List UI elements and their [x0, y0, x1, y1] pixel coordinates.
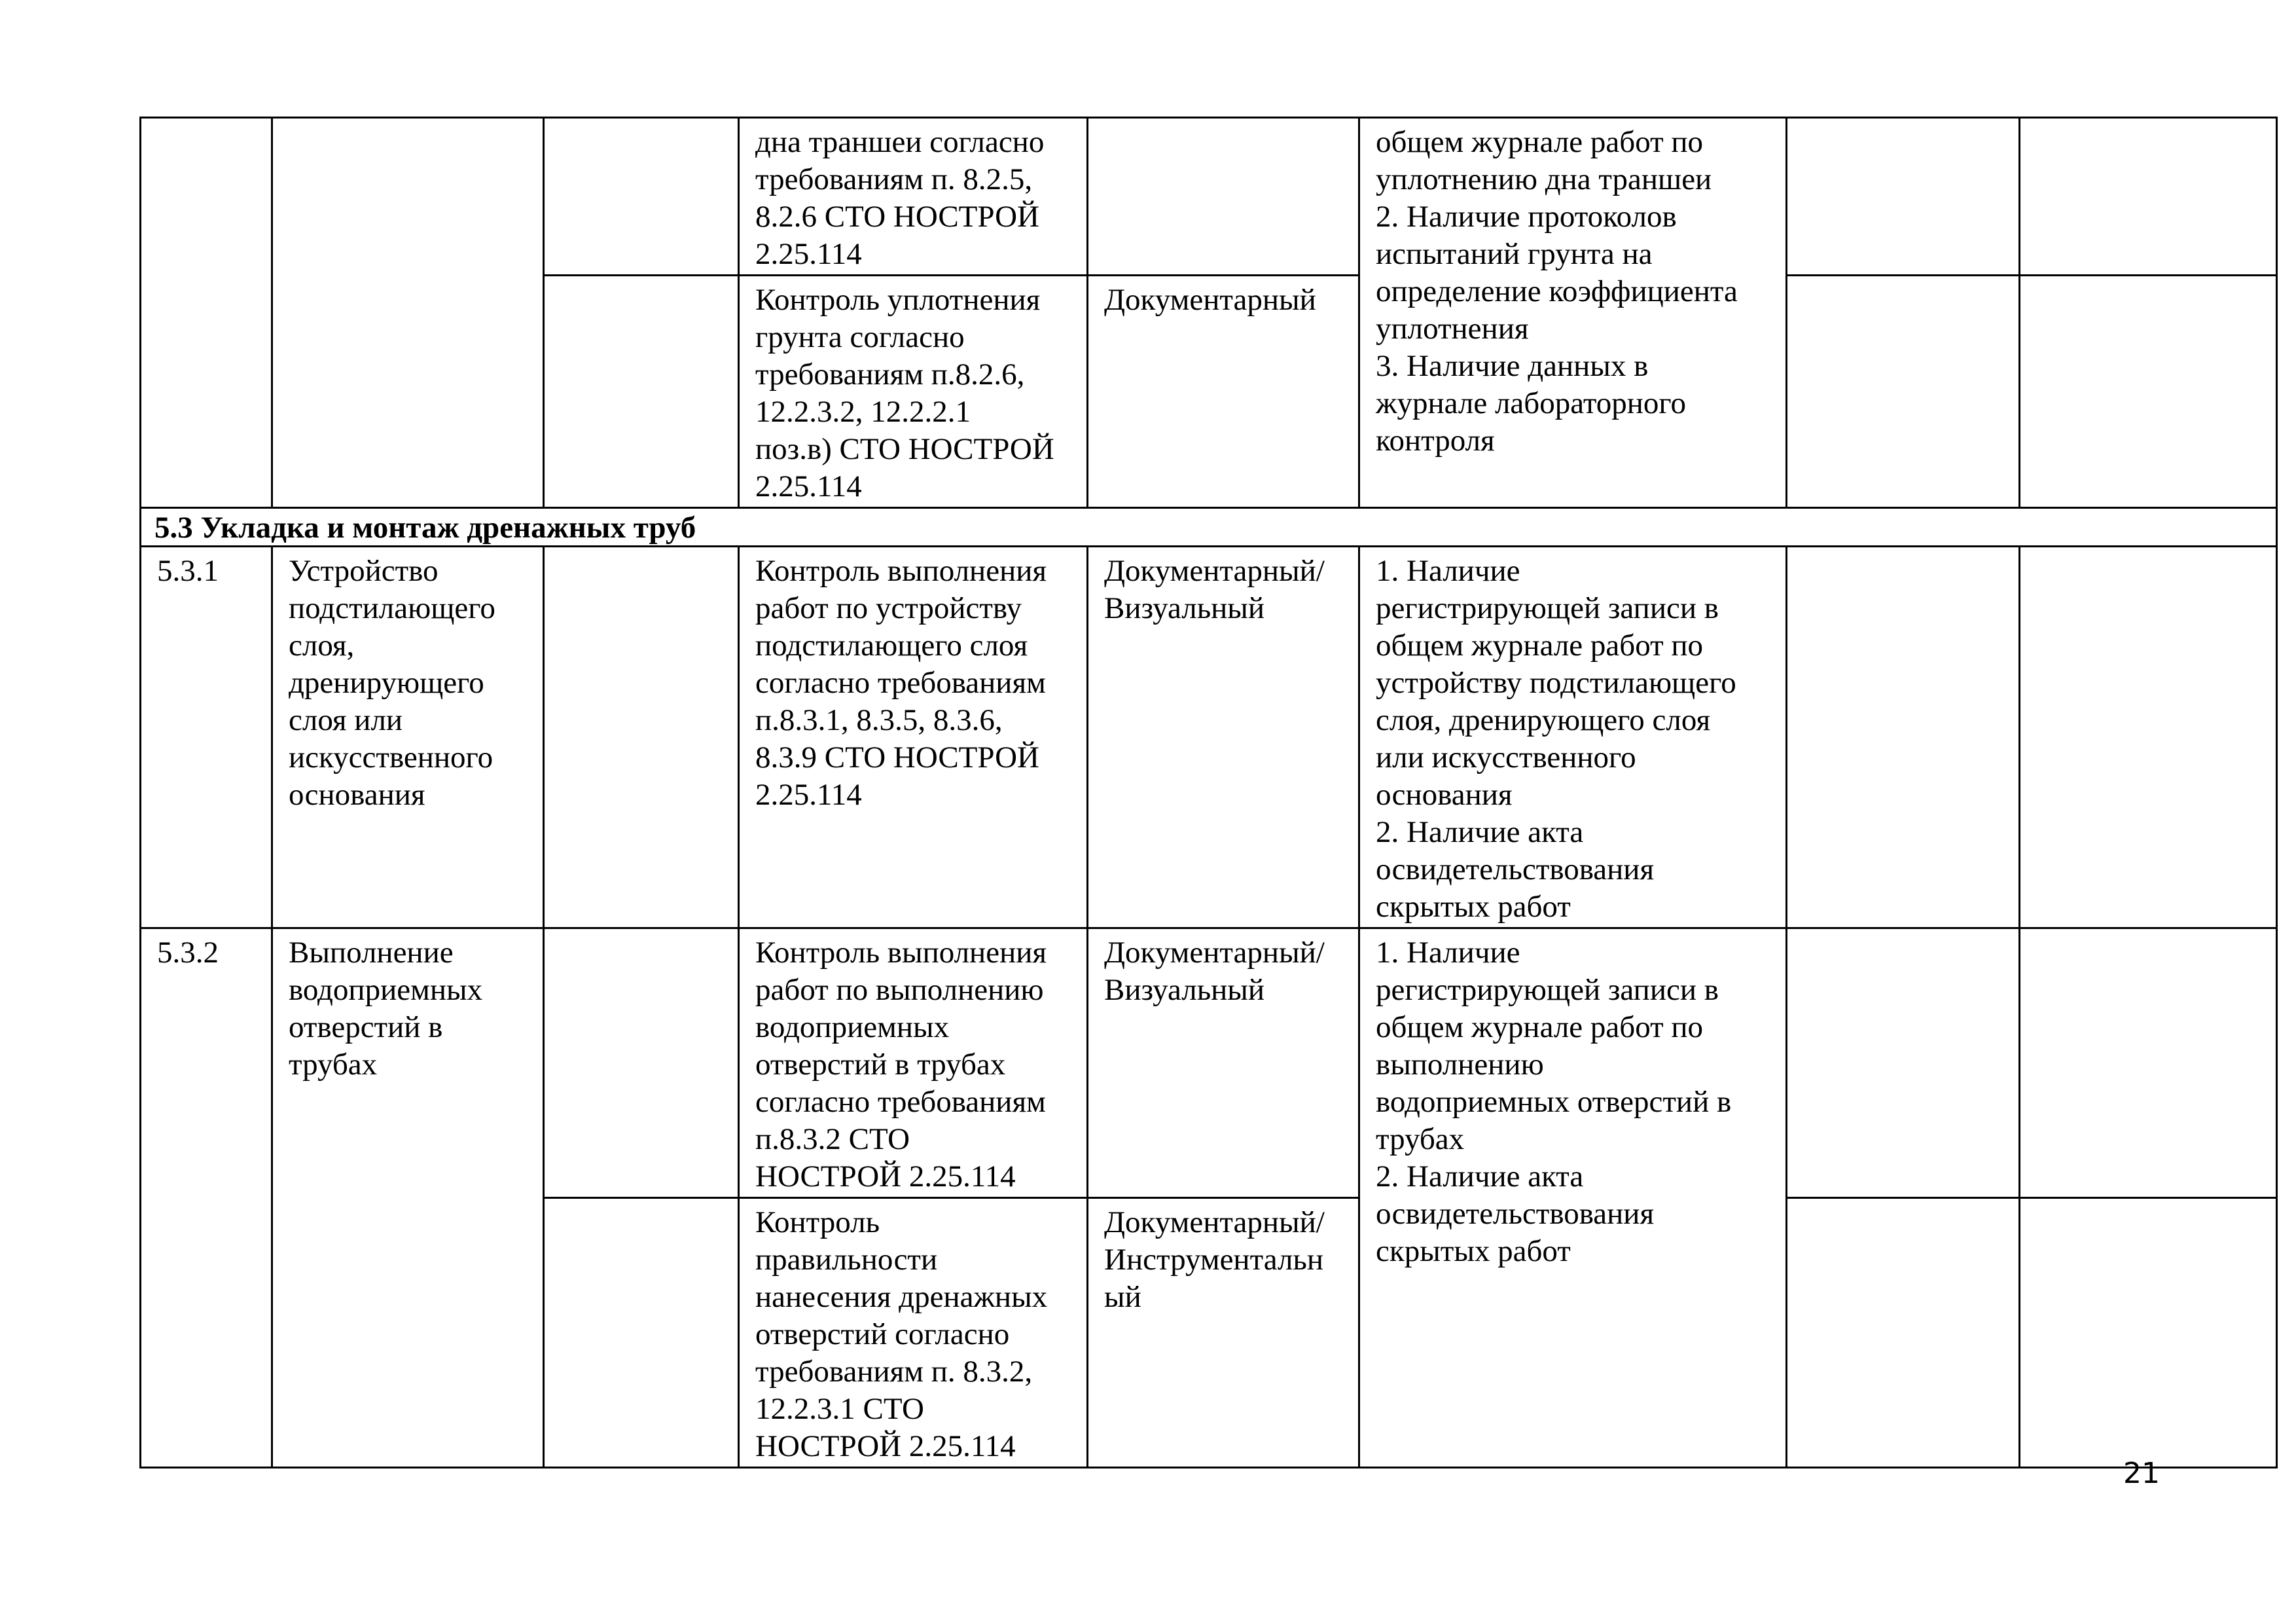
table-row [141, 118, 2277, 276]
method-cell: Документарный/ Визуальный [1088, 928, 1359, 1198]
number-cell: 5.3.1 [141, 547, 272, 928]
check-cell: Контроль уплотнения грунта согласно требованиям п.8.2.6, 12.2.3.2, 12.2.2.1 поз.в) СТО НОСТРОЙ 2.25.114 [739, 276, 1088, 508]
operation-cell: Выполнение водоприемных отверстий в трубах [272, 928, 544, 1468]
page-number: 21 [2123, 1457, 2160, 1490]
empty-cell [1787, 118, 2020, 276]
control-table [139, 117, 2278, 1468]
empty-cell [2020, 1198, 2277, 1468]
number-cell [141, 118, 272, 508]
empty-cell [544, 118, 739, 276]
empty-cell [544, 547, 739, 928]
check-cell: Контроль правильности нанесения дренажных отверстий согласно требованиям п. 8.3.2, 12.2.3.1 СТО НОСТРОЙ 2.25.114 [739, 1198, 1088, 1468]
empty-cell [544, 1198, 739, 1468]
empty-cell [2020, 547, 2277, 928]
empty-cell [544, 276, 739, 508]
check-cell: дна траншеи согласно требованиям п. 8.2.5, 8.2.6 СТО НОСТРОЙ 2.25.114 [739, 118, 1088, 276]
empty-cell [2020, 118, 2277, 276]
docs-cell: общем журнале работ по уплотнению дна траншеи 2. Наличие протоколов испытаний грунта на определение коэффициента уплотнения 3. Наличие данных в журнале лабораторного контроля [1359, 118, 1787, 508]
docs-cell: 1. Наличие регистрирующей записи в общем журнале работ по выполнению водоприемных отверстий в трубах 2. Наличие акта освидетельствования скрытых работ [1359, 928, 1787, 1468]
section-title: 5.3 Укладка и монтаж дренажных труб [141, 508, 2277, 547]
number-cell: 5.3.2 [141, 928, 272, 1468]
empty-cell [2020, 928, 2277, 1198]
method-cell: Документарный [1088, 276, 1359, 508]
empty-cell [1787, 547, 2020, 928]
check-cell: Контроль выполнения работ по выполнению водоприемных отверстий в трубах согласно требованиям п.8.3.2 СТО НОСТРОЙ 2.25.114 [739, 928, 1088, 1198]
operation-cell [272, 118, 544, 508]
docs-cell: 1. Наличие регистрирующей записи в общем журнале работ по устройству подстилающего слоя, дренирующего слоя или искусственного основания 2. Наличие акта освидетельствования скрытых работ [1359, 547, 1787, 928]
table-row [141, 928, 2277, 1198]
empty-cell [1787, 276, 2020, 508]
table-row [141, 547, 2277, 928]
empty-cell [2020, 276, 2277, 508]
method-cell: Документарный/ Визуальный [1088, 547, 1359, 928]
empty-cell [544, 928, 739, 1198]
method-cell [1088, 118, 1359, 276]
empty-cell [1787, 1198, 2020, 1468]
section-row [141, 508, 2277, 547]
operation-cell: Устройство подстилающего слоя, дренирующего слоя или искусственного основания [272, 547, 544, 928]
empty-cell [1787, 928, 2020, 1198]
method-cell: Документарный/ Инструментальн ый [1088, 1198, 1359, 1468]
check-cell: Контроль выполнения работ по устройству подстилающего слоя согласно требованиям п.8.3.1, 8.3.5, 8.3.6, 8.3.9 СТО НОСТРОЙ 2.25.114 [739, 547, 1088, 928]
